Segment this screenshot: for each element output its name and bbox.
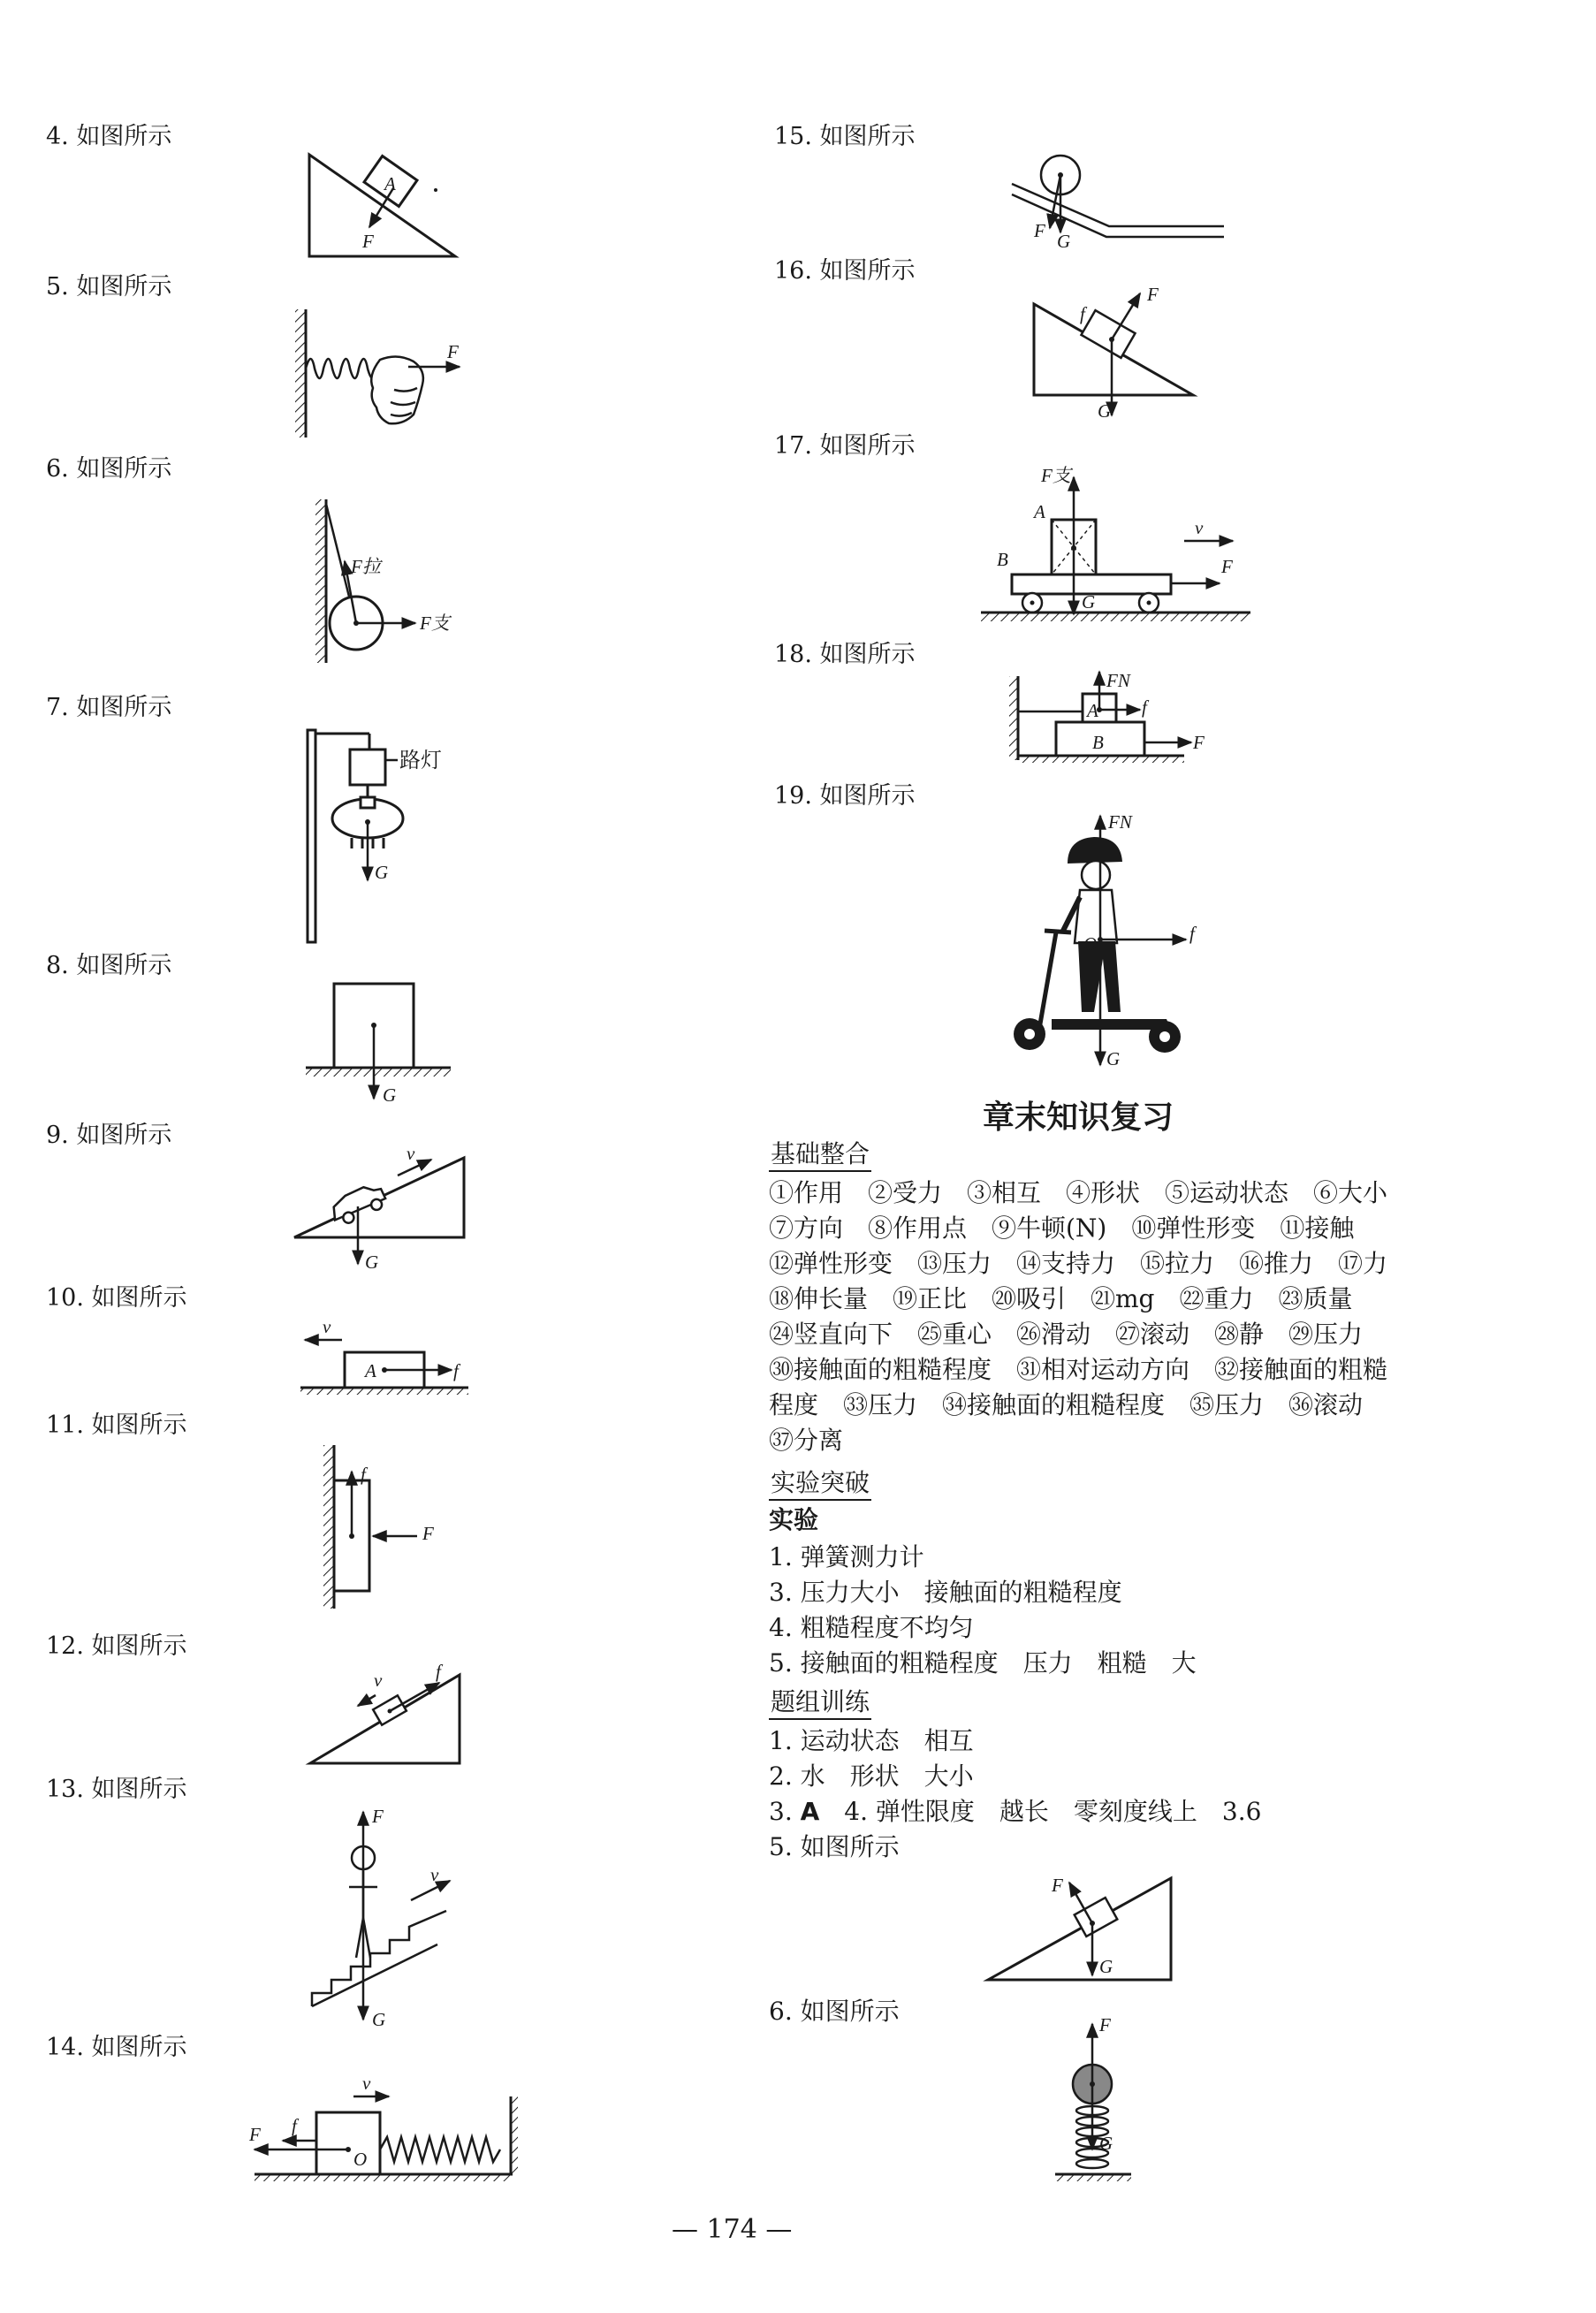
figure-13-escalator-person — [305, 1803, 473, 2033]
fig18-label-B: B — [1092, 732, 1104, 753]
figure-16-incline-F-f — [1025, 285, 1202, 422]
fig10-label-A: A — [365, 1360, 376, 1381]
item-19-label: 19. 如图所示 — [774, 782, 916, 810]
figure-15-ball-track — [1007, 148, 1228, 250]
fig18-label-F: F — [1193, 732, 1205, 753]
item-9-label: 9. 如图所示 — [46, 1122, 172, 1149]
fig12-label-v: v — [374, 1670, 383, 1691]
fig15-label-F: F — [1034, 220, 1045, 241]
training-item-5-label: 5. 如图所示 — [769, 1832, 900, 1861]
fig18-label-A: A — [1087, 700, 1098, 721]
basic-line-2: ⑦方向 ⑧作用点 ⑨牛顿(N) ⑩弹性形变 ⑪接触 — [769, 1214, 1355, 1243]
fig9-label-v: v — [407, 1143, 415, 1164]
fig8-label-G: G — [383, 1084, 397, 1106]
fig6-label-F-zhi: F支 — [420, 612, 450, 634]
training-figure-6-ball-spring — [1043, 2015, 1167, 2192]
figure-7-street-lamp — [300, 723, 477, 944]
fig15-label-G: G — [1057, 231, 1071, 252]
basic-line-7: 程度 ㉝压力 ㉞接触面的粗糙程度 ㉟压力 ㊱滚动 — [769, 1390, 1364, 1419]
experiment-line-3: 4. 粗糙程度不均匀 — [769, 1613, 974, 1642]
experiment-line-4: 5. 接触面的粗糙程度 压力 粗糙 大 — [769, 1648, 1197, 1678]
fig13-label-v: v — [430, 1864, 439, 1885]
fig17-label-F: F — [1221, 556, 1233, 577]
fig17-label-G: G — [1082, 591, 1096, 612]
figure-5-spring-hand — [292, 305, 477, 442]
item-5-label: 5. 如图所示 — [46, 273, 172, 301]
fig18-label-f: f — [1142, 696, 1147, 718]
basic-line-6: ㉚接触面的粗糙程度 ㉛相对运动方向 ㉜接触面的粗糙 — [769, 1355, 1388, 1384]
training-line-3-prefix: 3. — [769, 1797, 801, 1826]
basic-line-3: ⑫弹性形变 ⑬压力 ⑭支持力 ⑮拉力 ⑯推力 ⑰力 — [769, 1249, 1388, 1278]
item-14-label: 14. 如图所示 — [46, 2034, 187, 2061]
fig11-label-F: F — [422, 1523, 434, 1544]
item-17-label: 17. 如图所示 — [774, 432, 916, 460]
item-6-label: 6. 如图所示 — [46, 455, 172, 483]
item-7-label: 7. 如图所示 — [46, 694, 172, 721]
tfig6-label-G: G — [1099, 2133, 1113, 2154]
training-line-1: 1. 运动状态 相互 — [769, 1726, 974, 1755]
fig14-label-F: F — [249, 2124, 261, 2145]
experiment-line-2: 3. 压力大小 接触面的粗糙程度 — [769, 1578, 1122, 1607]
fig4-label-F: F — [362, 231, 374, 252]
figure-10-block-friction — [296, 1315, 473, 1399]
fig14-label-O: O — [353, 2149, 368, 2170]
fig7-label-street-lamp: 路灯 — [399, 749, 442, 772]
fig19-label-f: f — [1189, 923, 1195, 944]
fig10-label-f: f — [453, 1360, 459, 1381]
figure-14-block-spring — [247, 2073, 521, 2192]
experiment-line-1: 1. 弹簧测力计 — [769, 1542, 924, 1571]
fig19-label-F-N: FN — [1108, 811, 1132, 833]
tfig6-label-F: F — [1099, 2014, 1111, 2035]
fig14-label-f: f — [292, 2115, 297, 2136]
experiment-heading: 实验突破 — [769, 1467, 871, 1501]
fig17-label-A: A — [1034, 501, 1045, 522]
training-line-3 — [769, 1794, 1261, 1830]
tfig5-label-F: F — [1052, 1875, 1063, 1896]
fig11-label-f: f — [361, 1464, 366, 1485]
page-number: — 174 — — [672, 2214, 793, 2245]
fig17-label-F-zhi: F支 — [1041, 465, 1071, 486]
training-item-6-label: 6. 如图所示 — [769, 1997, 900, 2026]
figure-11-block-wall — [318, 1441, 451, 1613]
training-heading: 题组训练 — [769, 1686, 871, 1720]
figure-9-car-slope — [287, 1140, 473, 1273]
experiment-subheading: 实验 — [769, 1505, 819, 1534]
fig5-label-F: F — [447, 341, 459, 362]
fig16-label-G: G — [1098, 400, 1112, 422]
fig17-label-v: v — [1195, 517, 1204, 538]
item-15-label: 15. 如图所示 — [774, 123, 916, 150]
training-figure-5-incline — [981, 1856, 1184, 1993]
item-16-label: 16. 如图所示 — [774, 257, 916, 285]
review-title: 章末知识复习 — [983, 1099, 1174, 1136]
figure-18-A-on-B — [1007, 667, 1220, 773]
item-18-label: 18. 如图所示 — [774, 641, 916, 668]
fig16-label-f: f — [1080, 303, 1085, 324]
fig9-label-G: G — [365, 1252, 379, 1273]
fig10-label-v: v — [323, 1316, 331, 1337]
fig14-label-v: v — [362, 2073, 371, 2094]
fig16-label-F: F — [1147, 284, 1159, 305]
fig19-label-O: O — [1083, 933, 1098, 955]
fig12-label-f: f — [436, 1661, 441, 1682]
figure-8-box-ground — [300, 979, 460, 1112]
basic-heading: 基础整合 — [769, 1138, 871, 1172]
item-11-label: 11. 如图所示 — [46, 1411, 187, 1439]
training-line-3-rest: 4. 弹性限度 越长 零刻度线上 3.6 — [819, 1797, 1262, 1826]
fig4-label-A: A — [384, 173, 396, 194]
basic-line-5: ㉔竖直向下 ㉕重心 ㉖滑动 ㉗滚动 ㉘静 ㉙压力 — [769, 1320, 1364, 1349]
figure-19-scooter — [990, 809, 1220, 1074]
basic-line-8: ㊲分离 — [769, 1426, 844, 1455]
fig13-label-F: F — [372, 1806, 384, 1827]
fig19-label-G: G — [1106, 1048, 1121, 1069]
fig17-label-B: B — [997, 549, 1008, 570]
training-answer-A: A — [800, 1797, 820, 1826]
basic-line-1: ①作用 ②受力 ③相互 ④形状 ⑤运动状态 ⑥大小 — [769, 1178, 1388, 1207]
fig7-label-G: G — [375, 862, 389, 883]
item-12-label: 12. 如图所示 — [46, 1632, 187, 1660]
basic-line-4: ⑱伸长量 ⑲正比 ⑳吸引 ㉑mg ㉒重力 ㉓质量 — [769, 1284, 1353, 1313]
figure-6-ball-wall — [305, 495, 473, 667]
figure-4-incline-block — [300, 146, 468, 265]
training-line-2: 2. 水 形状 大小 — [769, 1761, 974, 1791]
fig13-label-G: G — [372, 2009, 386, 2030]
tfig5-label-G: G — [1099, 1956, 1113, 1977]
fig6-label-F-la: F拉 — [351, 556, 381, 577]
item-13-label: 13. 如图所示 — [46, 1776, 187, 1803]
figure-17-cart — [972, 460, 1264, 628]
figure-12-block-up-incline — [305, 1662, 468, 1772]
item-10-label: 10. 如图所示 — [46, 1284, 187, 1312]
item-4-label: 4. 如图所示 — [46, 123, 172, 150]
item-8-label: 8. 如图所示 — [46, 952, 172, 979]
fig18-label-F-N: FN — [1106, 670, 1130, 691]
